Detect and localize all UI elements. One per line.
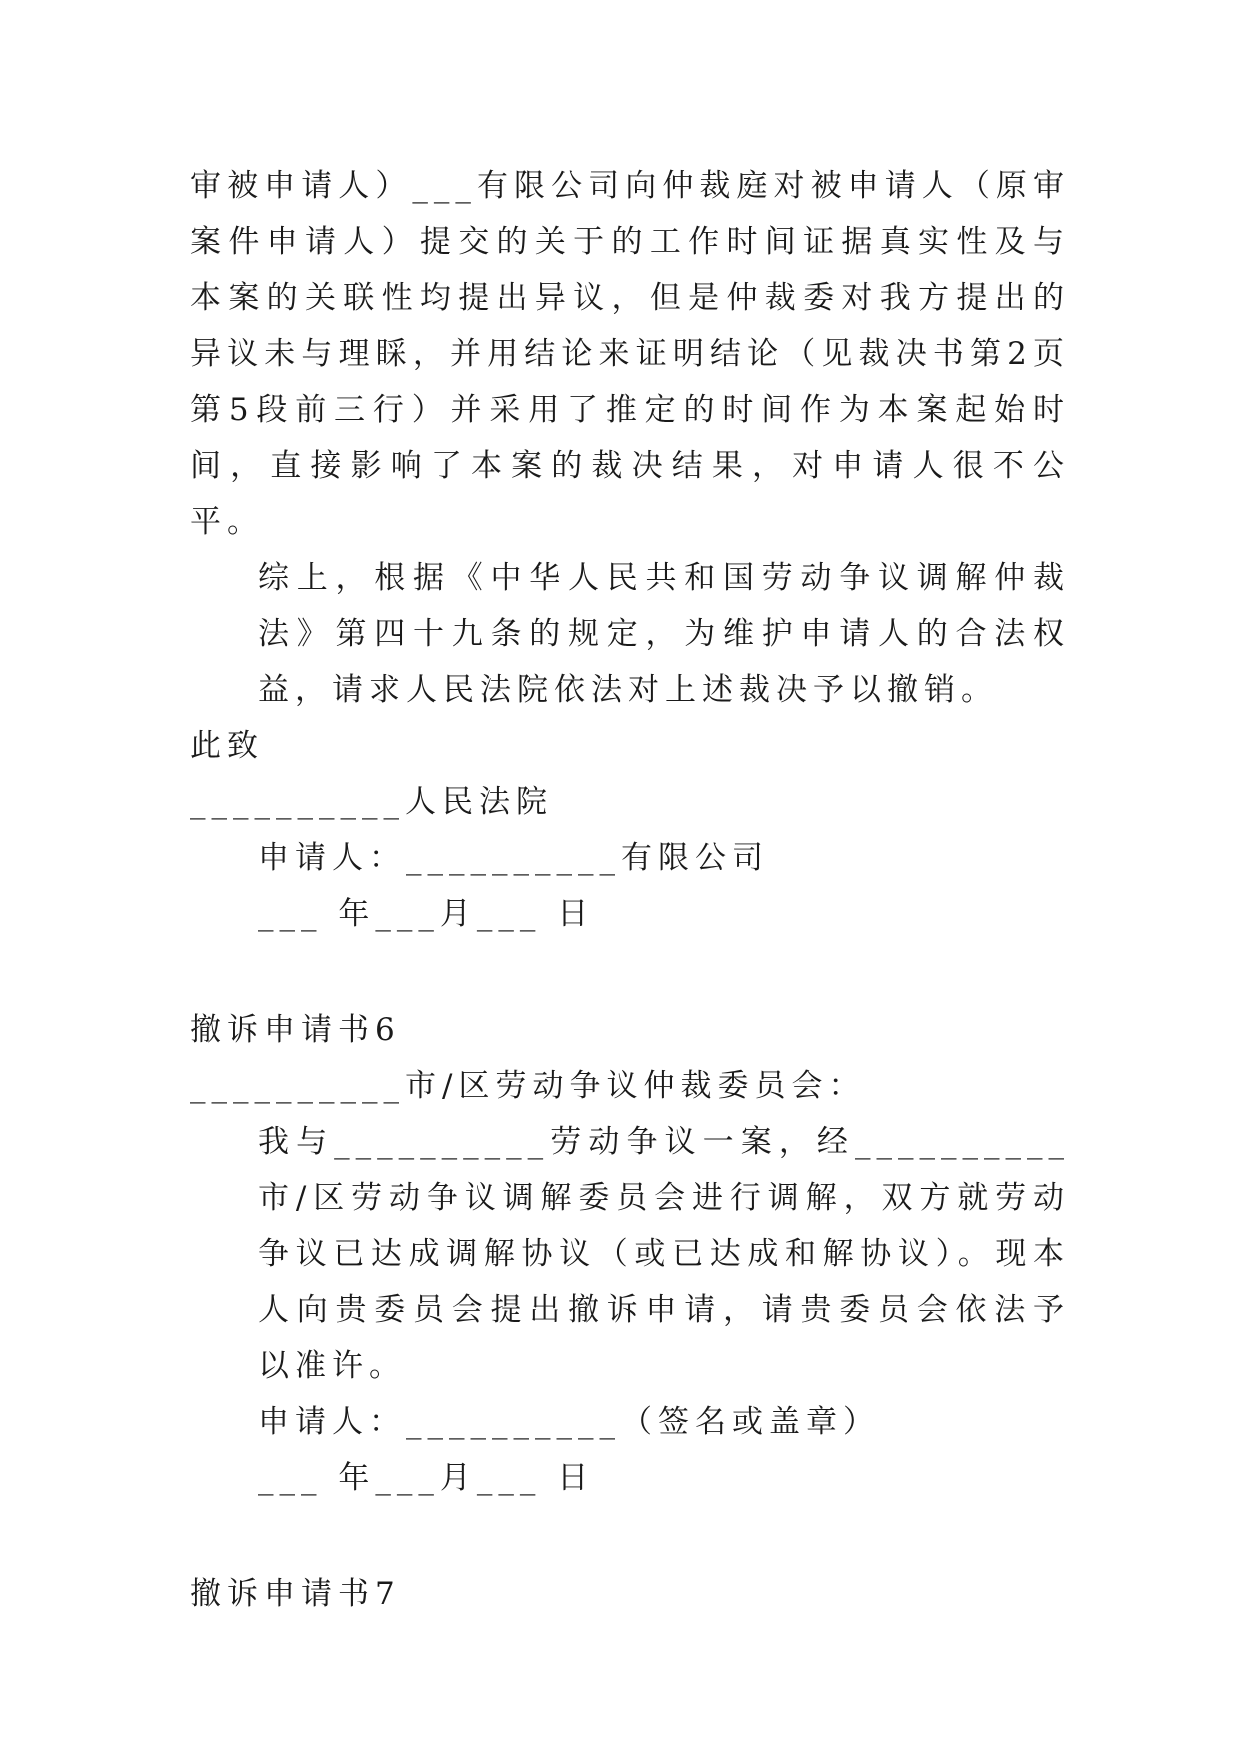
section-heading: 撤诉申请书6 xyxy=(190,1012,401,1048)
date-line: ___ 年___月___ 日 xyxy=(258,1460,595,1496)
document-page xyxy=(190,158,1070,1622)
applicant-signature: 申请人：__________（签名或盖章） xyxy=(258,1404,880,1440)
paragraph-objection: 审被申请人）___有限公司向仲裁庭对被申请人（原审案件申请人）提交的关于的工作时间证据真实性及与本案的关联性均提出异议，但是仲裁委对我方提出的异议未与理睬，并用结论来证明结论（见裁决书第2页第5段前三行）并采用了推定的时间作为本案起始时间，直接影响了本案的裁决结果，对申请人很不公平。 xyxy=(190,168,1070,540)
date-line: ___ 年___月___ 日 xyxy=(258,896,595,932)
spacer xyxy=(190,1506,1070,1566)
paragraph-conclusion: 综上，根据《中华人民共和国劳动争议调解仲裁法》第四十九条的规定，为维护申请人的合法权益，请求人民法院依法对上述裁决予以撤销。 xyxy=(258,560,1070,708)
committee-addressee: __________市/区劳动争议仲裁委员会： xyxy=(190,1068,866,1104)
section-heading: 撤诉申请书7 xyxy=(190,1576,401,1612)
applicant-signature: 申请人：__________有限公司 xyxy=(258,840,769,876)
paragraph-withdrawal: 我与__________劳动争议一案，经__________市/区劳动争议调解委员会进行调解，双方就劳动争议已达成调解协议（或已达成和解协议）。现本人向贵委员会提出撤诉申请，请贵委员会依法予以准许。 xyxy=(258,1124,1070,1384)
salutation: 此致 xyxy=(190,728,264,764)
spacer xyxy=(190,942,1070,1002)
court-addressee: __________人民法院 xyxy=(190,784,553,820)
